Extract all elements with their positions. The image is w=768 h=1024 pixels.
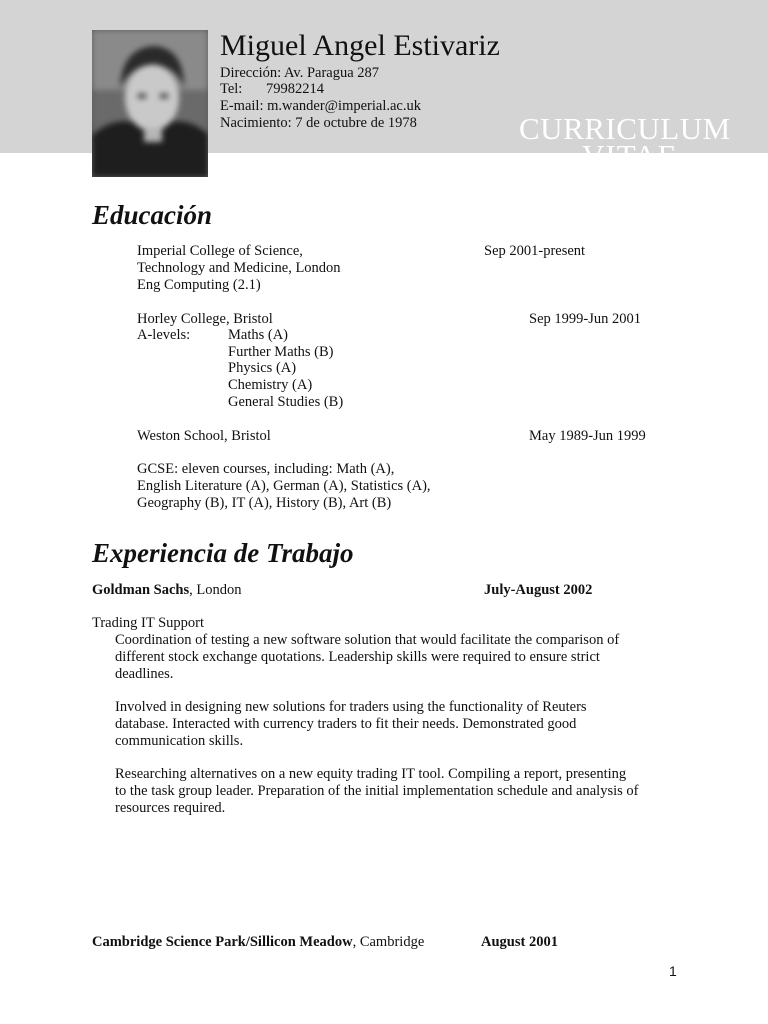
full-name: Miguel Angel Estivariz (220, 29, 500, 62)
alevel-subject: Physics (A) (228, 360, 297, 376)
alevels-label: A-levels: (137, 327, 191, 343)
experience-heading: Experiencia de Trabajo (92, 538, 354, 568)
job-company: Cambridge Science Park/Sillicon Meadow (92, 934, 353, 950)
tel-label: Tel: (220, 81, 243, 97)
job-description-line: to the task group leader. Preparation of the initial implementation schedule and analysis of (115, 783, 639, 799)
edu-horley-date: Sep 1999-Jun 2001 (529, 311, 641, 327)
job-company: Goldman Sachs (92, 582, 190, 598)
birth-line: Nacimiento: 7 de octubre de 1978 (220, 115, 417, 131)
job-location: , Cambridge (352, 934, 425, 950)
job-description-line: Coordination of testing a new software solution that would facilitate the comparison of (115, 632, 620, 648)
cv-title-vitae: VITAE (582, 138, 678, 173)
edu-imperial-line1: Imperial College of Science, (137, 243, 303, 259)
edu-imperial-date: Sep 2001-present (484, 243, 586, 259)
gcse-line: GCSE: eleven courses, including: Math (A), (137, 461, 395, 477)
gcse-line: Geography (B), IT (A), History (B), Art (B) (137, 495, 392, 511)
edu-weston-institution: Weston School, Bristol (137, 428, 271, 444)
job-cambridge-header (92, 934, 424, 951)
edu-imperial-line3: Eng Computing (2.1) (137, 277, 261, 293)
cv-title-curriculum: CURRICULUM (519, 111, 731, 146)
job-description-line: resources required. (115, 800, 226, 816)
job-location: , London (189, 582, 242, 598)
job-description-line: different stock exchange quotations. Leadership skills were required to ensure strict (115, 649, 600, 665)
edu-weston-date: May 1989-Jun 1999 (529, 428, 646, 444)
email-line: E-mail: m.wander@imperial.ac.uk (220, 98, 421, 114)
edu-imperial-line2: Technology and Medicine, London (137, 260, 341, 276)
profile-photo (92, 30, 208, 177)
job-description-line: database. Interacted with currency traders to fit their needs. Demonstrated good (115, 716, 577, 732)
job-description-line: communication skills. (115, 733, 244, 749)
alevel-subject: General Studies (B) (228, 394, 344, 410)
education-heading: Educación (92, 200, 213, 230)
alevel-subject: Further Maths (B) (228, 344, 334, 360)
job-role: Trading IT Support (92, 615, 204, 631)
edu-horley-institution: Horley College, Bristol (137, 311, 273, 327)
job-goldman-header (92, 582, 241, 599)
job-description-line: deadlines. (115, 666, 174, 682)
page-number: 1 (669, 963, 677, 979)
alevel-subject: Chemistry (A) (228, 377, 313, 393)
job-cambridge-date: August 2001 (481, 934, 558, 950)
job-description-line: Involved in designing new solutions for traders using the functionality of Reuters (115, 699, 587, 715)
tel-value: 79982214 (266, 81, 324, 97)
alevel-subject: Maths (A) (228, 327, 289, 343)
gcse-line: English Literature (A), German (A), Statistics (A), (137, 478, 431, 494)
job-description-line: Researching alternatives on a new equity trading IT tool. Compiling a report, presenting (115, 766, 627, 782)
address-line: Dirección: Av. Paragua 287 (220, 65, 380, 81)
job-goldman-date: July-August 2002 (484, 582, 593, 598)
